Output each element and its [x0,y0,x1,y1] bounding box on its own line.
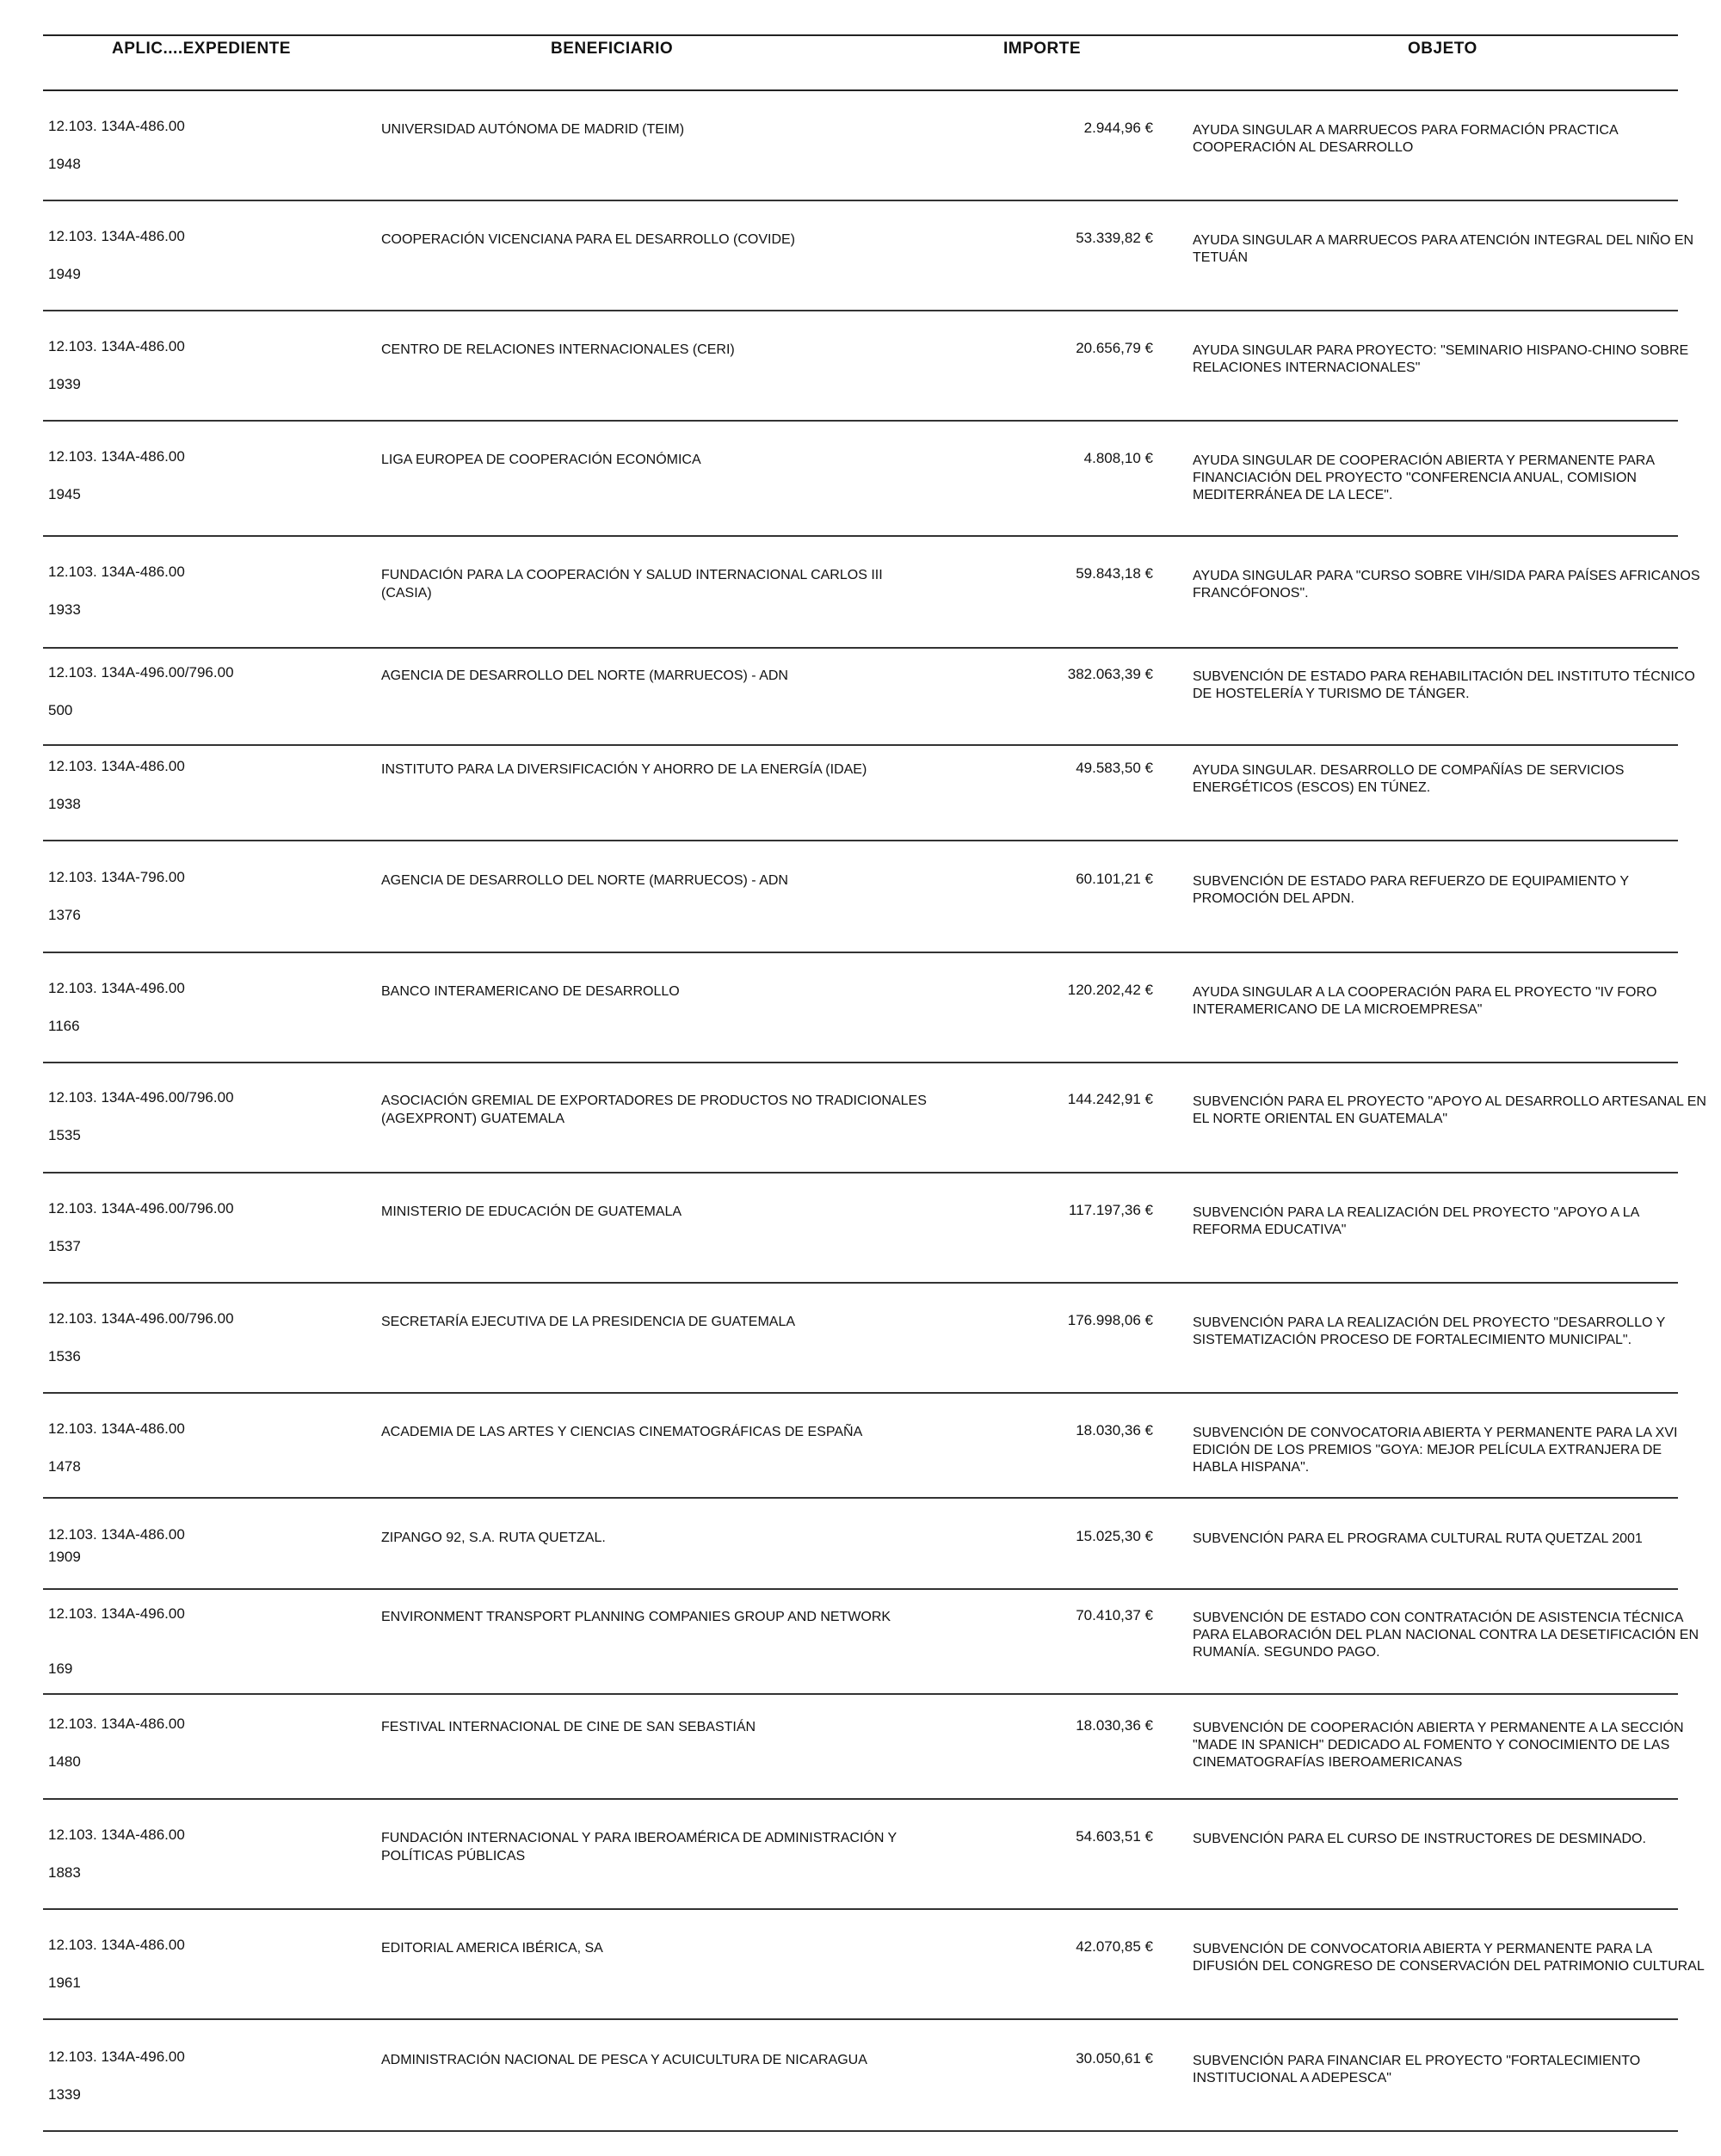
beneficiario-cell: ENVIRONMENT TRANSPORT PLANNING COMPANIES GROUP AND NETWORK [381,1610,891,1624]
row-separator [43,1588,1678,1590]
importe-cell: 4.808,10 € [1083,450,1153,466]
expediente-cell: 1537 [48,1238,81,1254]
row-separator [43,2130,1678,2132]
row-separator [43,1062,1678,1063]
table-header [0,0,1721,95]
beneficiario-cell: COOPERACIÓN VICENCIANA PARA EL DESARROLLO (COVIDE) [381,232,795,247]
aplicacion-cell: 12.103. 134A-496.00/796.00 [48,664,234,681]
objeto-cell: SUBVENCIÓN DE COOPERACIÓN ABIERTA Y PERMANENTE A LA SECCIÓN "MADE IN SPANICH" DEDICADO AL FOMENTO Y CONOCIMIENTO DE LAS CINEMATOGRAFÍAS IBEROAMERICANAS [1193,1721,1684,1770]
expediente-cell: 1949 [48,266,81,282]
beneficiario-cell: ASOCIACIÓN GREMIAL DE EXPORTADORES DE PRODUCTOS NO TRADICIONALES (AGEXPRONT) GUATEMALA [381,1093,927,1126]
expediente-cell: 1536 [48,1348,81,1364]
expediente-cell: 1166 [48,1018,80,1034]
objeto-cell: AYUDA SINGULAR A MARRUECOS PARA FORMACIÓN PRACTICA COOPERACIÓN AL DESARROLLO [1193,123,1618,155]
importe-cell: 120.202,42 € [1067,982,1153,998]
row-separator [43,1282,1678,1284]
row-separator [43,647,1678,649]
expediente-cell: 500 [48,702,73,718]
objeto-cell: AYUDA SINGULAR PARA PROYECTO: "SEMINARIO HISPANO-CHINO SOBRE RELACIONES INTERNACIONALES" [1193,343,1689,375]
objeto-cell: SUBVENCIÓN PARA LA REALIZACIÓN DEL PROYECTO "DESARROLLO Y SISTEMATIZACIÓN PROCESO DE FORTALECIMIENTO MUNICIPAL". [1193,1315,1665,1347]
importe-cell: 70.410,37 € [1076,1607,1153,1623]
aplicacion-cell: 12.103. 134A-496.00/796.00 [48,1089,234,1106]
importe-cell: 18.030,36 € [1076,1717,1153,1734]
objeto-cell: SUBVENCIÓN DE CONVOCATORIA ABIERTA Y PERMANENTE PARA LA XVI EDICIÓN DE LOS PREMIOS "GOYA: MEJOR PELÍCULA EXTRANJERA DE HABLA HISPANA". [1193,1426,1678,1475]
row-separator [43,2018,1678,2020]
beneficiario-cell: MINISTERIO DE EDUCACIÓN DE GUATEMALA [381,1204,682,1219]
aplicacion-cell: 12.103. 134A-486.00 [48,1526,185,1543]
row-separator [43,744,1678,746]
header-top-rule [43,34,1678,36]
aplicacion-cell: 12.103. 134A-486.00 [48,1937,185,1953]
row-separator [43,310,1678,311]
importe-cell: 18.030,36 € [1076,1422,1153,1438]
objeto-cell: AYUDA SINGULAR A MARRUECOS PARA ATENCIÓN INTEGRAL DEL NIÑO EN TETUÁN [1193,233,1694,265]
beneficiario-cell: FUNDACIÓN INTERNACIONAL Y PARA IBEROAMÉRICA DE ADMINISTRACIÓN Y POLÍTICAS PÚBLICAS [381,1831,897,1863]
expediente-cell: 1339 [48,2086,81,2103]
beneficiario-cell: AGENCIA DE DESARROLLO DEL NORTE (MARRUECOS) - ADN [381,668,788,683]
expediente-cell: 1535 [48,1127,81,1143]
objeto-cell: SUBVENCIÓN PARA EL PROYECTO "APOYO AL DESARROLLO ARTESANAL EN EL NORTE ORIENTAL EN GUATEMALA" [1193,1094,1706,1126]
aplicacion-cell: 12.103. 134A-486.00 [48,1716,185,1732]
expediente-cell: 1939 [48,376,81,392]
aplicacion-cell: 12.103. 134A-486.00 [48,448,185,465]
row-separator [43,1693,1678,1695]
importe-cell: 176.998,06 € [1067,1312,1153,1328]
beneficiario-cell: EDITORIAL AMERICA IBÉRICA, SA [381,1941,603,1956]
row-separator [43,1172,1678,1173]
expediente-cell: 169 [48,1660,73,1677]
header-beneficiario: BENEFICIARIO [551,40,674,58]
objeto-cell: SUBVENCIÓN DE CONVOCATORIA ABIERTA Y PERMANENTE PARA LA DIFUSIÓN DEL CONGRESO DE CONSERVACIÓN DEL PATRIMONIO CULTURAL [1193,1942,1705,1974]
row-separator [43,840,1678,841]
beneficiario-cell: LIGA EUROPEA DE COOPERACIÓN ECONÓMICA [381,453,701,467]
aplicacion-cell: 12.103. 134A-486.00 [48,118,185,134]
importe-cell: 144.242,91 € [1067,1091,1153,1107]
objeto-cell: SUBVENCIÓN PARA EL PROGRAMA CULTURAL RUTA QUETZAL 2001 [1193,1531,1643,1546]
importe-cell: 54.603,51 € [1076,1828,1153,1845]
objeto-cell: SUBVENCIÓN PARA LA REALIZACIÓN DEL PROYECTO "APOYO A LA REFORMA EDUCATIVA" [1193,1205,1639,1237]
expediente-cell: 1883 [48,1864,81,1881]
expediente-cell: 1938 [48,796,81,812]
header-importe: IMPORTE [1003,40,1082,58]
beneficiario-cell: AGENCIA DE DESARROLLO DEL NORTE (MARRUECOS) - ADN [381,873,788,888]
aplicacion-cell: 12.103. 134A-496.00/796.00 [48,1310,234,1327]
expediente-cell: 1961 [48,1974,81,1991]
beneficiario-cell: CENTRO DE RELACIONES INTERNACIONALES (CERI) [381,342,735,357]
importe-cell: 15.025,30 € [1076,1528,1153,1544]
header-aplic-expediente: APLIC....EXPEDIENTE [112,40,291,58]
expediente-cell: 1376 [48,907,81,923]
header-objeto: OBJETO [1408,40,1477,58]
expediente-cell: 1909 [48,1549,81,1565]
row-separator [43,1908,1678,1910]
aplicacion-cell: 12.103. 134A-496.00 [48,2048,185,2065]
beneficiario-cell: BANCO INTERAMERICANO DE DESARROLLO [381,984,680,999]
aplicacion-cell: 12.103. 134A-496.00 [48,1605,185,1622]
objeto-cell: SUBVENCIÓN PARA EL CURSO DE INSTRUCTORES DE DESMINADO. [1193,1832,1646,1846]
row-separator [43,1497,1678,1499]
beneficiario-cell: SECRETARÍA EJECUTIVA DE LA PRESIDENCIA DE GUATEMALA [381,1315,796,1329]
importe-cell: 382.063,39 € [1067,666,1153,682]
beneficiario-cell: FUNDACIÓN PARA LA COOPERACIÓN Y SALUD INTERNACIONAL CARLOS III (CASIA) [381,568,883,601]
importe-cell: 20.656,79 € [1076,340,1153,356]
importe-cell: 2.944,96 € [1083,120,1153,136]
objeto-cell: AYUDA SINGULAR PARA "CURSO SOBRE VIH/SIDA PARA PAÍSES AFRICANOS FRANCÓFONOS". [1193,569,1700,601]
expediente-cell: 1933 [48,601,81,618]
aplicacion-cell: 12.103. 134A-496.00/796.00 [48,1200,234,1217]
objeto-cell: SUBVENCIÓN DE ESTADO CON CONTRATACIÓN DE ASISTENCIA TÉCNICA PARA ELABORACIÓN DEL PLAN NACIONAL CONTRA LA DESETIFICACIÓN EN RUMANÍA. SEGUNDO PAGO. [1193,1611,1699,1660]
importe-cell: 30.050,61 € [1076,2050,1153,2067]
beneficiario-cell: ZIPANGO 92, S.A. RUTA QUETZAL. [381,1531,606,1545]
expediente-cell: 1478 [48,1458,81,1475]
row-separator [43,535,1678,537]
beneficiario-cell: ADMINISTRACIÓN NACIONAL DE PESCA Y ACUICULTURA DE NICARAGUA [381,2053,867,2067]
aplicacion-cell: 12.103. 134A-486.00 [48,338,185,354]
importe-cell: 60.101,21 € [1076,871,1153,887]
objeto-cell: SUBVENCIÓN PARA FINANCIAR EL PROYECTO "FORTALECIMIENTO INSTITUCIONAL A ADEPESCA" [1193,2054,1641,2085]
row-separator [43,1392,1678,1394]
row-separator [43,1798,1678,1800]
aplicacion-cell: 12.103. 134A-796.00 [48,869,185,885]
expediente-cell: 1480 [48,1753,81,1770]
objeto-cell: SUBVENCIÓN DE ESTADO PARA REFUERZO DE EQUIPAMIENTO Y PROMOCIÓN DEL APDN. [1193,874,1629,906]
expediente-cell: 1945 [48,486,81,502]
objeto-cell: AYUDA SINGULAR A LA COOPERACIÓN PARA EL PROYECTO "IV FORO INTERAMERICANO DE LA MICROEMPRESA" [1193,985,1657,1017]
beneficiario-cell: FESTIVAL INTERNACIONAL DE CINE DE SAN SEBASTIÁN [381,1720,756,1734]
beneficiario-cell: ACADEMIA DE LAS ARTES Y CIENCIAS CINEMATOGRÁFICAS DE ESPAÑA [381,1425,863,1439]
importe-cell: 42.070,85 € [1076,1938,1153,1955]
expediente-cell: 1948 [48,156,81,172]
importe-cell: 59.843,18 € [1076,565,1153,582]
importe-cell: 49.583,50 € [1076,760,1153,776]
objeto-cell: SUBVENCIÓN DE ESTADO PARA REHABILITACIÓN DEL INSTITUTO TÉCNICO DE HOSTELERÍA Y TURISMO DE TÁNGER. [1193,669,1695,701]
aplicacion-cell: 12.103. 134A-486.00 [48,758,185,774]
row-separator [43,200,1678,201]
header-bottom-rule [43,89,1678,91]
row-separator [43,420,1678,422]
objeto-cell: AYUDA SINGULAR. DESARROLLO DE COMPAÑÍAS DE SERVICIOS ENERGÉTICOS (ESCOS) EN TÚNEZ. [1193,763,1625,795]
importe-cell: 53.339,82 € [1076,230,1153,246]
row-separator [43,952,1678,953]
aplicacion-cell: 12.103. 134A-486.00 [48,564,185,580]
aplicacion-cell: 12.103. 134A-486.00 [48,228,185,244]
beneficiario-cell: INSTITUTO PARA LA DIVERSIFICACIÓN Y AHORRO DE LA ENERGÍA (IDAE) [381,762,867,777]
beneficiario-cell: UNIVERSIDAD AUTÓNOMA DE MADRID (TEIM) [381,122,685,137]
aplicacion-cell: 12.103. 134A-486.00 [48,1826,185,1843]
objeto-cell: AYUDA SINGULAR DE COOPERACIÓN ABIERTA Y PERMANENTE PARA FINANCIACIÓN DEL PROYECTO "CONFERENCIA ANUAL, COMISION MEDITERRÁNEA DE LA LECE". [1193,453,1655,502]
aplicacion-cell: 12.103. 134A-486.00 [48,1420,185,1437]
importe-cell: 117.197,36 € [1069,1202,1153,1218]
aplicacion-cell: 12.103. 134A-496.00 [48,980,185,996]
